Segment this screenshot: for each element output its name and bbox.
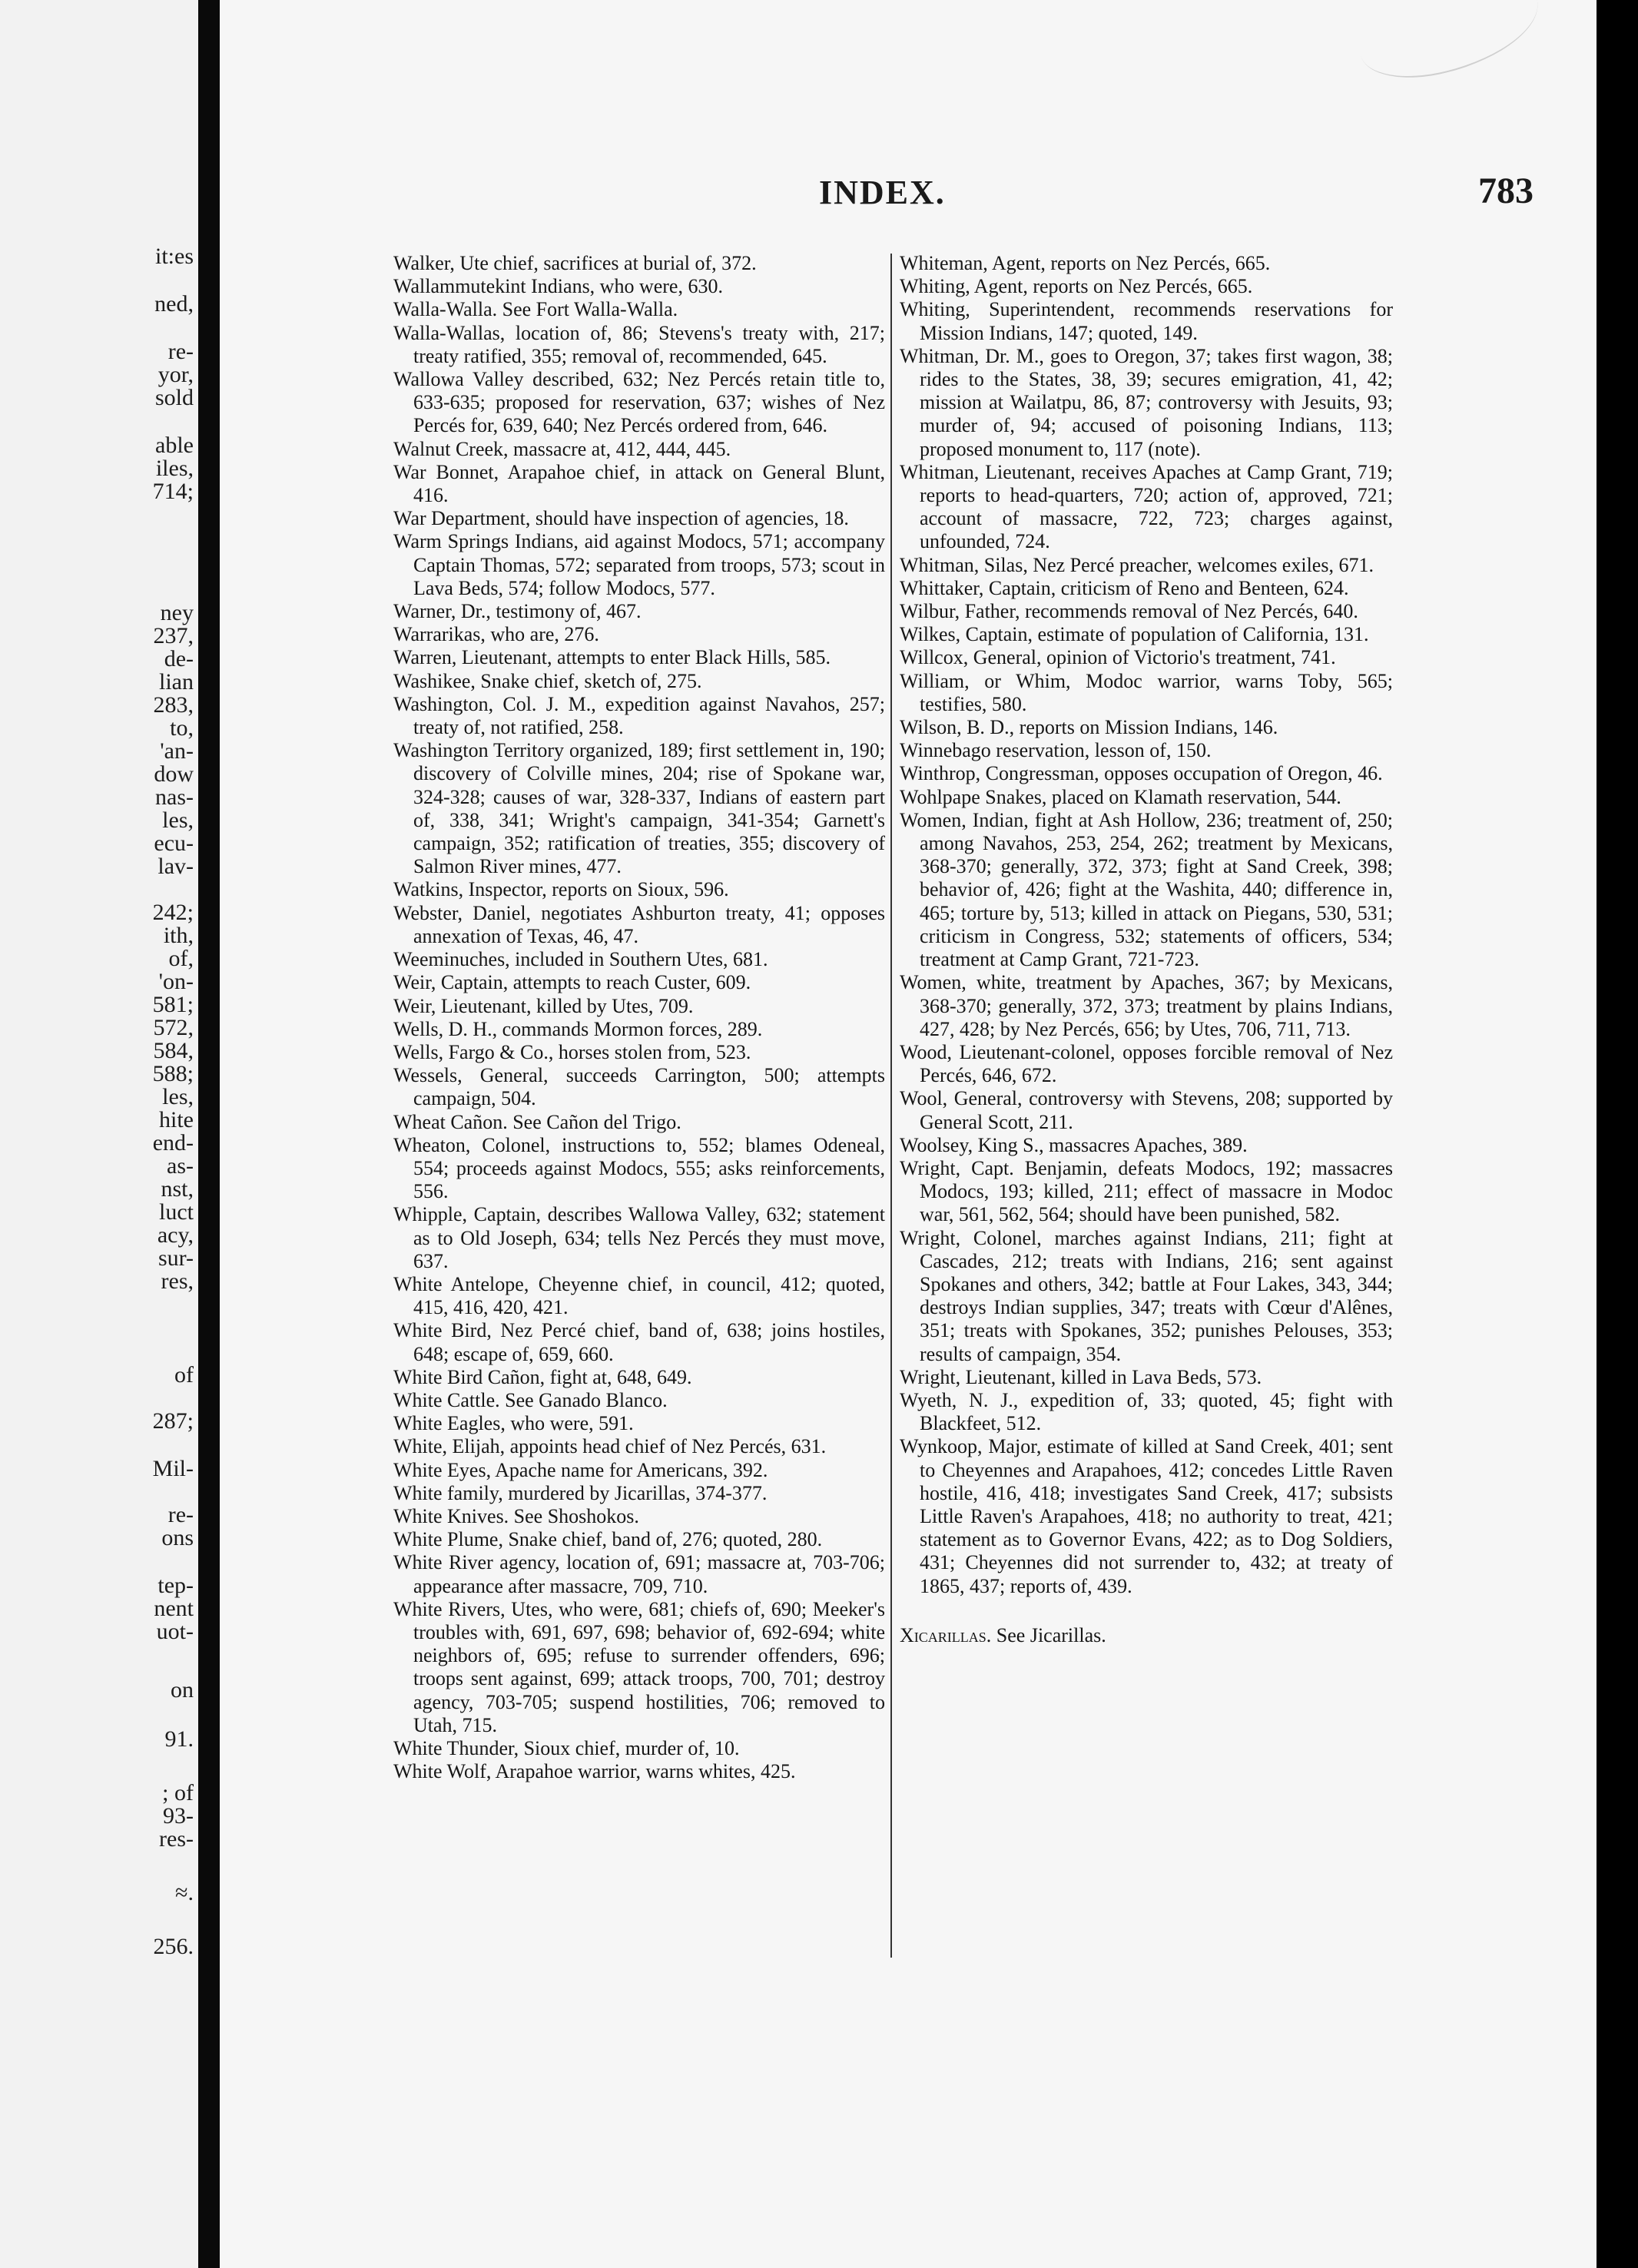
index-entry: Wessels, General, succeeds Carrington, 500; attempts campaign, 504. bbox=[393, 1064, 885, 1110]
previous-page-fragment: 237, bbox=[153, 623, 194, 648]
index-entry: Winthrop, Congressman, opposes occupation of Oregon, 46. bbox=[900, 762, 1383, 785]
previous-page-fragment: ney bbox=[160, 600, 194, 625]
previous-page-fragment: ith, bbox=[163, 923, 194, 948]
previous-page-fragment: 'an- bbox=[160, 738, 194, 764]
index-entry: Whiting, Superintendent, recommends reservations for Mission Indians, 147; quoted, 149. bbox=[900, 298, 1393, 344]
previous-page-fragment: nas- bbox=[155, 784, 194, 810]
previous-page-fragment: 714; bbox=[152, 479, 194, 504]
index-entry: Whitman, Silas, Nez Percé preacher, welcomes exiles, 671. bbox=[900, 553, 1374, 576]
index-entry: White Bird Cañon, fight at, 648, 649. bbox=[393, 1365, 692, 1388]
index-entry: Wallammutekint Indians, who were, 630. bbox=[393, 275, 723, 298]
index-entry: White Knives. See Shoshokos. bbox=[393, 1504, 639, 1527]
previous-page-fragment: 588; bbox=[152, 1061, 194, 1086]
index-entry: Webster, Daniel, negotiates Ashburton treaty, 41; opposes annexation of Texas, 46, 47. bbox=[393, 901, 885, 947]
running-title: INDEX. bbox=[819, 174, 946, 211]
index-entry: Wheaton, Colonel, instructions to, 552; blames Odeneal, 554; proceeds against Modocs, 555; asks reinforcements, 556. bbox=[393, 1133, 885, 1203]
index-entry: Whiting, Agent, reports on Nez Percés, 665. bbox=[900, 275, 1253, 298]
previous-page-fragment: on bbox=[171, 1677, 194, 1703]
index-entry: Washington, Col. J. M., expedition against Navahos, 257; treaty of, not ratified, 258. bbox=[393, 692, 885, 739]
previous-page-fragment: able bbox=[155, 433, 194, 458]
index-entry: White, Elijah, appoints head chief of Nez Percés, 631. bbox=[393, 1435, 827, 1458]
entry-text: See Jicarillas. bbox=[996, 1623, 1106, 1646]
index-entry: Whitman, Lieutenant, receives Apaches at Camp Grant, 719; reports to head-quarters, 720; action of, approved, 721; account of massacre, 722, 723; charges against, unfounded, 724. bbox=[900, 460, 1393, 553]
previous-page-fragment: 91. bbox=[164, 1726, 194, 1752]
index-entry: Wheat Cañon. See Cañon del Trigo. bbox=[393, 1110, 681, 1133]
previous-page-fragment: 93- bbox=[163, 1803, 194, 1829]
previous-page-fragment: 283, bbox=[153, 692, 194, 718]
previous-page-fragment: of, bbox=[168, 946, 194, 971]
index-entry: Wright, Lieutenant, killed in Lava Beds, 573. bbox=[900, 1365, 1262, 1388]
previous-page-fragment: acy, bbox=[157, 1222, 194, 1248]
previous-page-fragment: res- bbox=[159, 1826, 194, 1852]
index-entry: Women, Indian, fight at Ash Hollow, 236; treatment of, 250; among Navahos, 253, 254, 262; treatment by Mexicans, 368-370; generally, 372, 373; fight at Sand Creek, 398; behavior of, 426; fight at the Washita, 440; difference in, 465; torture by, 513; killed in attack on Piegans, 530, 531; criticism in Congress, 532; statements of officers, 534; treatment at Camp Grant, 721-723. bbox=[900, 808, 1393, 971]
index-column-left bbox=[393, 252, 885, 1783]
previous-page-fragment: sur- bbox=[158, 1245, 194, 1271]
scan-border bbox=[1597, 0, 1638, 2268]
index-entry: White family, murdered by Jicarillas, 374-377. bbox=[393, 1481, 768, 1504]
index-entry: Washikee, Snake chief, sketch of, 275. bbox=[393, 669, 702, 692]
previous-page-fragment: re- bbox=[167, 339, 194, 364]
previous-page-fragment: de- bbox=[164, 646, 194, 671]
index-entry: Washington Territory organized, 189; first settlement in, 190; discovery of Colville mines, 204; rise of Spokane war, 324-328; causes of war, 328-337, Indians of eastern part of, 338, 341; Wright's campaign, 341-354; Garnett's campaign, 352; ratification of treaties, 355; discovery of Salmon River mines, 477. bbox=[393, 739, 885, 878]
previous-page-fragment: ons bbox=[161, 1525, 194, 1550]
previous-page-fragment: dow bbox=[154, 761, 194, 787]
entry-head: Xicarillas. bbox=[900, 1623, 992, 1646]
previous-page-fragment: nent bbox=[154, 1596, 194, 1621]
previous-page-fragment: nst, bbox=[161, 1176, 194, 1202]
index-entry: White Wolf, Arapahoe warrior, warns whites, 425. bbox=[393, 1760, 796, 1783]
index-entry: Warren, Lieutenant, attempts to enter Black Hills, 585. bbox=[393, 646, 831, 669]
index-entry: Willcox, General, opinion of Victorio's treatment, 741. bbox=[900, 646, 1336, 669]
index-entry: William, or Whim, Modoc warrior, warns Toby, 565; testifies, 580. bbox=[900, 669, 1393, 715]
previous-page-fragment: 581; bbox=[152, 992, 194, 1017]
index-entry: White Rivers, Utes, who were, 681; chiefs of, 690; Meeker's troubles with, 691, 697, 698; behavior of, 692-694; white neighbors of, 695; refuse to surrender offenders, 696; troops sent against, 699; attack troops, 700, 701; destroy agency, 703-705; suspend hostilities, 706; removed to Utah, 715. bbox=[393, 1597, 885, 1736]
previous-page-fragment: iles, bbox=[155, 456, 194, 481]
index-entry: White Cattle. See Ganado Blanco. bbox=[393, 1388, 668, 1411]
index-entry: Weir, Lieutenant, killed by Utes, 709. bbox=[393, 994, 694, 1017]
index-entry: Women, white, treatment by Apaches, 367; by Mexicans, 368-370; generally, 372, 373; treatment by plains Indians, 427, 428; by Nez Percés, 656; by Utes, 706, 711, 713. bbox=[900, 971, 1393, 1040]
previous-page-fragment: sold bbox=[154, 385, 194, 410]
index-entry: Whipple, Captain, describes Wallowa Valley, 632; statement as to Old Joseph, 634; tells Nez Percés they must move, 637. bbox=[393, 1203, 885, 1272]
previous-page-fragment: as- bbox=[167, 1153, 194, 1179]
previous-page-fragment: end- bbox=[152, 1130, 194, 1156]
previous-page-fragment: 287; bbox=[152, 1408, 194, 1434]
previous-page-fragment: ned, bbox=[154, 291, 194, 317]
index-column-right bbox=[900, 252, 1393, 1647]
index-entry: Wohlpape Snakes, placed on Klamath reservation, 544. bbox=[900, 785, 1341, 808]
index-entry: Warm Springs Indians, aid against Modocs, 571; accompany Captain Thomas, 572; separated from troops, 573; scout in Lava Beds, 574; follow Modocs, 577. bbox=[393, 530, 885, 599]
page-header bbox=[220, 173, 1597, 219]
previous-page-fragment: 242; bbox=[152, 900, 194, 925]
index-page bbox=[220, 0, 1597, 2268]
previous-page-fragment: les, bbox=[162, 807, 194, 833]
previous-page-fragment: Mil- bbox=[152, 1456, 194, 1481]
index-entry: War Department, should have inspection of agencies, 18. bbox=[393, 507, 849, 530]
previous-page-fragment: 572, bbox=[153, 1015, 194, 1040]
index-entry: Weir, Captain, attempts to reach Custer, 609. bbox=[393, 971, 751, 994]
previous-page-fragment: hite bbox=[159, 1107, 194, 1132]
previous-page-fragment: 584, bbox=[153, 1038, 194, 1063]
index-entry: Whittaker, Captain, criticism of Reno and Benteen, 624. bbox=[900, 576, 1349, 599]
index-entry: Walnut Creek, massacre at, 412, 444, 445. bbox=[393, 437, 731, 460]
previous-page-fragment: yor, bbox=[158, 362, 194, 387]
index-entry: Whitman, Dr. M., goes to Oregon, 37; takes first wagon, 38; rides to the States, 38, 39; secures emigration, 41, 42; mission at Wailatpu, 86, 87; controversy with Jesuits, 93; murder of, 94; accused of poisoning Indians, 113; proposed monument to, 117 (note). bbox=[900, 344, 1393, 460]
index-entry: War Bonnet, Arapahoe chief, in attack on General Blunt, 416. bbox=[393, 460, 885, 507]
index-entry: Wilkes, Captain, estimate of population of California, 131. bbox=[900, 623, 1369, 646]
previous-page-fragment: 256. bbox=[153, 1934, 194, 1959]
index-entry: White Thunder, Sioux chief, murder of, 10. bbox=[393, 1737, 740, 1759]
previous-page-fragment: lav- bbox=[158, 854, 194, 879]
index-entry: Warrarikas, who are, 276. bbox=[393, 623, 599, 646]
index-entry: Walla-Wallas, location of, 86; Stevens's treaty with, 217; treaty ratified, 355; removal of, recommended, 645. bbox=[393, 321, 885, 367]
index-entry: Walla-Walla. See Fort Walla-Walla. bbox=[393, 298, 678, 321]
index-entry: Wright, Colonel, marches against Indians, 211; fight at Cascades, 212; treats with Indians, 216; sent against Spokanes and others, 342; battle at Four Lakes, 343, 344; destroys Indian supplies, 347; treats with Cœur d'Alênes, 351; treats with Spokanes, 352; punishes Pelouses, 353; results of campaign, 354. bbox=[900, 1226, 1393, 1365]
index-entry: Warner, Dr., testimony of, 467. bbox=[393, 600, 642, 623]
index-entry: Wilson, B. D., reports on Mission Indians, 146. bbox=[900, 716, 1278, 739]
index-entry: Wells, Fargo & Co., horses stolen from, 523. bbox=[393, 1040, 751, 1063]
index-entry-xicarillas bbox=[900, 1624, 1393, 1647]
index-entry: White Eyes, Apache name for Americans, 392. bbox=[393, 1458, 768, 1481]
previous-page-fragment: tep- bbox=[158, 1573, 194, 1598]
index-entry: Weeminuches, included in Southern Utes, 681. bbox=[393, 948, 768, 971]
previous-page-fragment: ; of bbox=[162, 1780, 194, 1805]
index-entry: White Eagles, who were, 591. bbox=[393, 1412, 634, 1435]
previous-page-fragment: les, bbox=[162, 1084, 194, 1109]
previous-page-edge bbox=[0, 0, 198, 2268]
index-entry: White Antelope, Cheyenne chief, in council, 412; quoted, 415, 416, 420, 421. bbox=[393, 1272, 885, 1319]
previous-page-fragment: luct bbox=[159, 1199, 194, 1225]
previous-page-fragment: re- bbox=[167, 1502, 194, 1527]
index-entry: White Plume, Snake chief, band of, 276; quoted, 280. bbox=[393, 1528, 823, 1551]
previous-page-fragment: it:es bbox=[155, 244, 194, 269]
previous-page-fragment: 'on- bbox=[158, 969, 194, 994]
index-entry: Wool, General, controversy with Stevens, 208; supported by General Scott, 211. bbox=[900, 1087, 1393, 1133]
previous-page-fragment: ≈. bbox=[175, 1880, 194, 1905]
index-entry: White Bird, Nez Percé chief, band of, 638; joins hostiles, 648; escape of, 659, 660. bbox=[393, 1319, 885, 1365]
previous-page-fragment: to, bbox=[170, 715, 194, 741]
index-entry: Wallowa Valley described, 632; Nez Percés retain title to, 633-635; proposed for reservation, 637; wishes of Nez Percés for, 639, 640; Nez Percés ordered from, 646. bbox=[393, 368, 885, 437]
pencil-mark bbox=[1349, 0, 1549, 91]
index-entry: White River agency, location of, 691; massacre at, 703-706; appearance after massacre, 709, 710. bbox=[393, 1551, 885, 1597]
previous-page-fragment: ecu- bbox=[154, 831, 194, 856]
page-number: 783 bbox=[1478, 171, 1534, 211]
index-entry: Walker, Ute chief, sacrifices at burial of, 372. bbox=[393, 252, 757, 274]
index-entry: Wright, Capt. Benjamin, defeats Modocs, 192; massacres Modocs, 193; killed, 211; effect of massacre in Modoc war, 561, 562, 564; should have been punished, 582. bbox=[900, 1156, 1393, 1226]
previous-page-fragment: res, bbox=[161, 1268, 194, 1294]
previous-page-fragment: lian bbox=[159, 669, 194, 695]
index-entry: Watkins, Inspector, reports on Sioux, 596. bbox=[393, 878, 729, 901]
previous-page-fragment: of bbox=[174, 1362, 194, 1388]
index-entry: Wilbur, Father, recommends removal of Nez Percés, 640. bbox=[900, 600, 1358, 623]
index-entry: Woolsey, King S., massacres Apaches, 389. bbox=[900, 1133, 1248, 1156]
index-entry: Wynkoop, Major, estimate of killed at Sand Creek, 401; sent to Cheyennes and Arapahoes, 412; concedes Little Raven hostile, 416, 418; investigates Sand Creek, 417; subsists Little Raven's Arapahoes, 418; no authority to treat, 421; statement as to Governor Evans, 422; as to Dog Soldiers, 431; Cheyennes did not surrender to, 432; at treaty of 1865, 437; reports of, 439. bbox=[900, 1435, 1393, 1597]
index-entry: Wood, Lieutenant-colonel, opposes forcible removal of Nez Percés, 646, 672. bbox=[900, 1040, 1393, 1087]
index-entry: Winnebago reservation, lesson of, 150. bbox=[900, 739, 1212, 762]
column-divider bbox=[890, 254, 892, 1958]
index-entry: Whiteman, Agent, reports on Nez Percés, 665. bbox=[900, 252, 1271, 274]
book-gutter bbox=[198, 0, 220, 2268]
index-entry: Wells, D. H., commands Mormon forces, 289. bbox=[393, 1017, 763, 1040]
index-entry: Wyeth, N. J., expedition of, 33; quoted, 45; fight with Blackfeet, 512. bbox=[900, 1388, 1393, 1435]
previous-page-fragment: uot- bbox=[156, 1619, 194, 1644]
